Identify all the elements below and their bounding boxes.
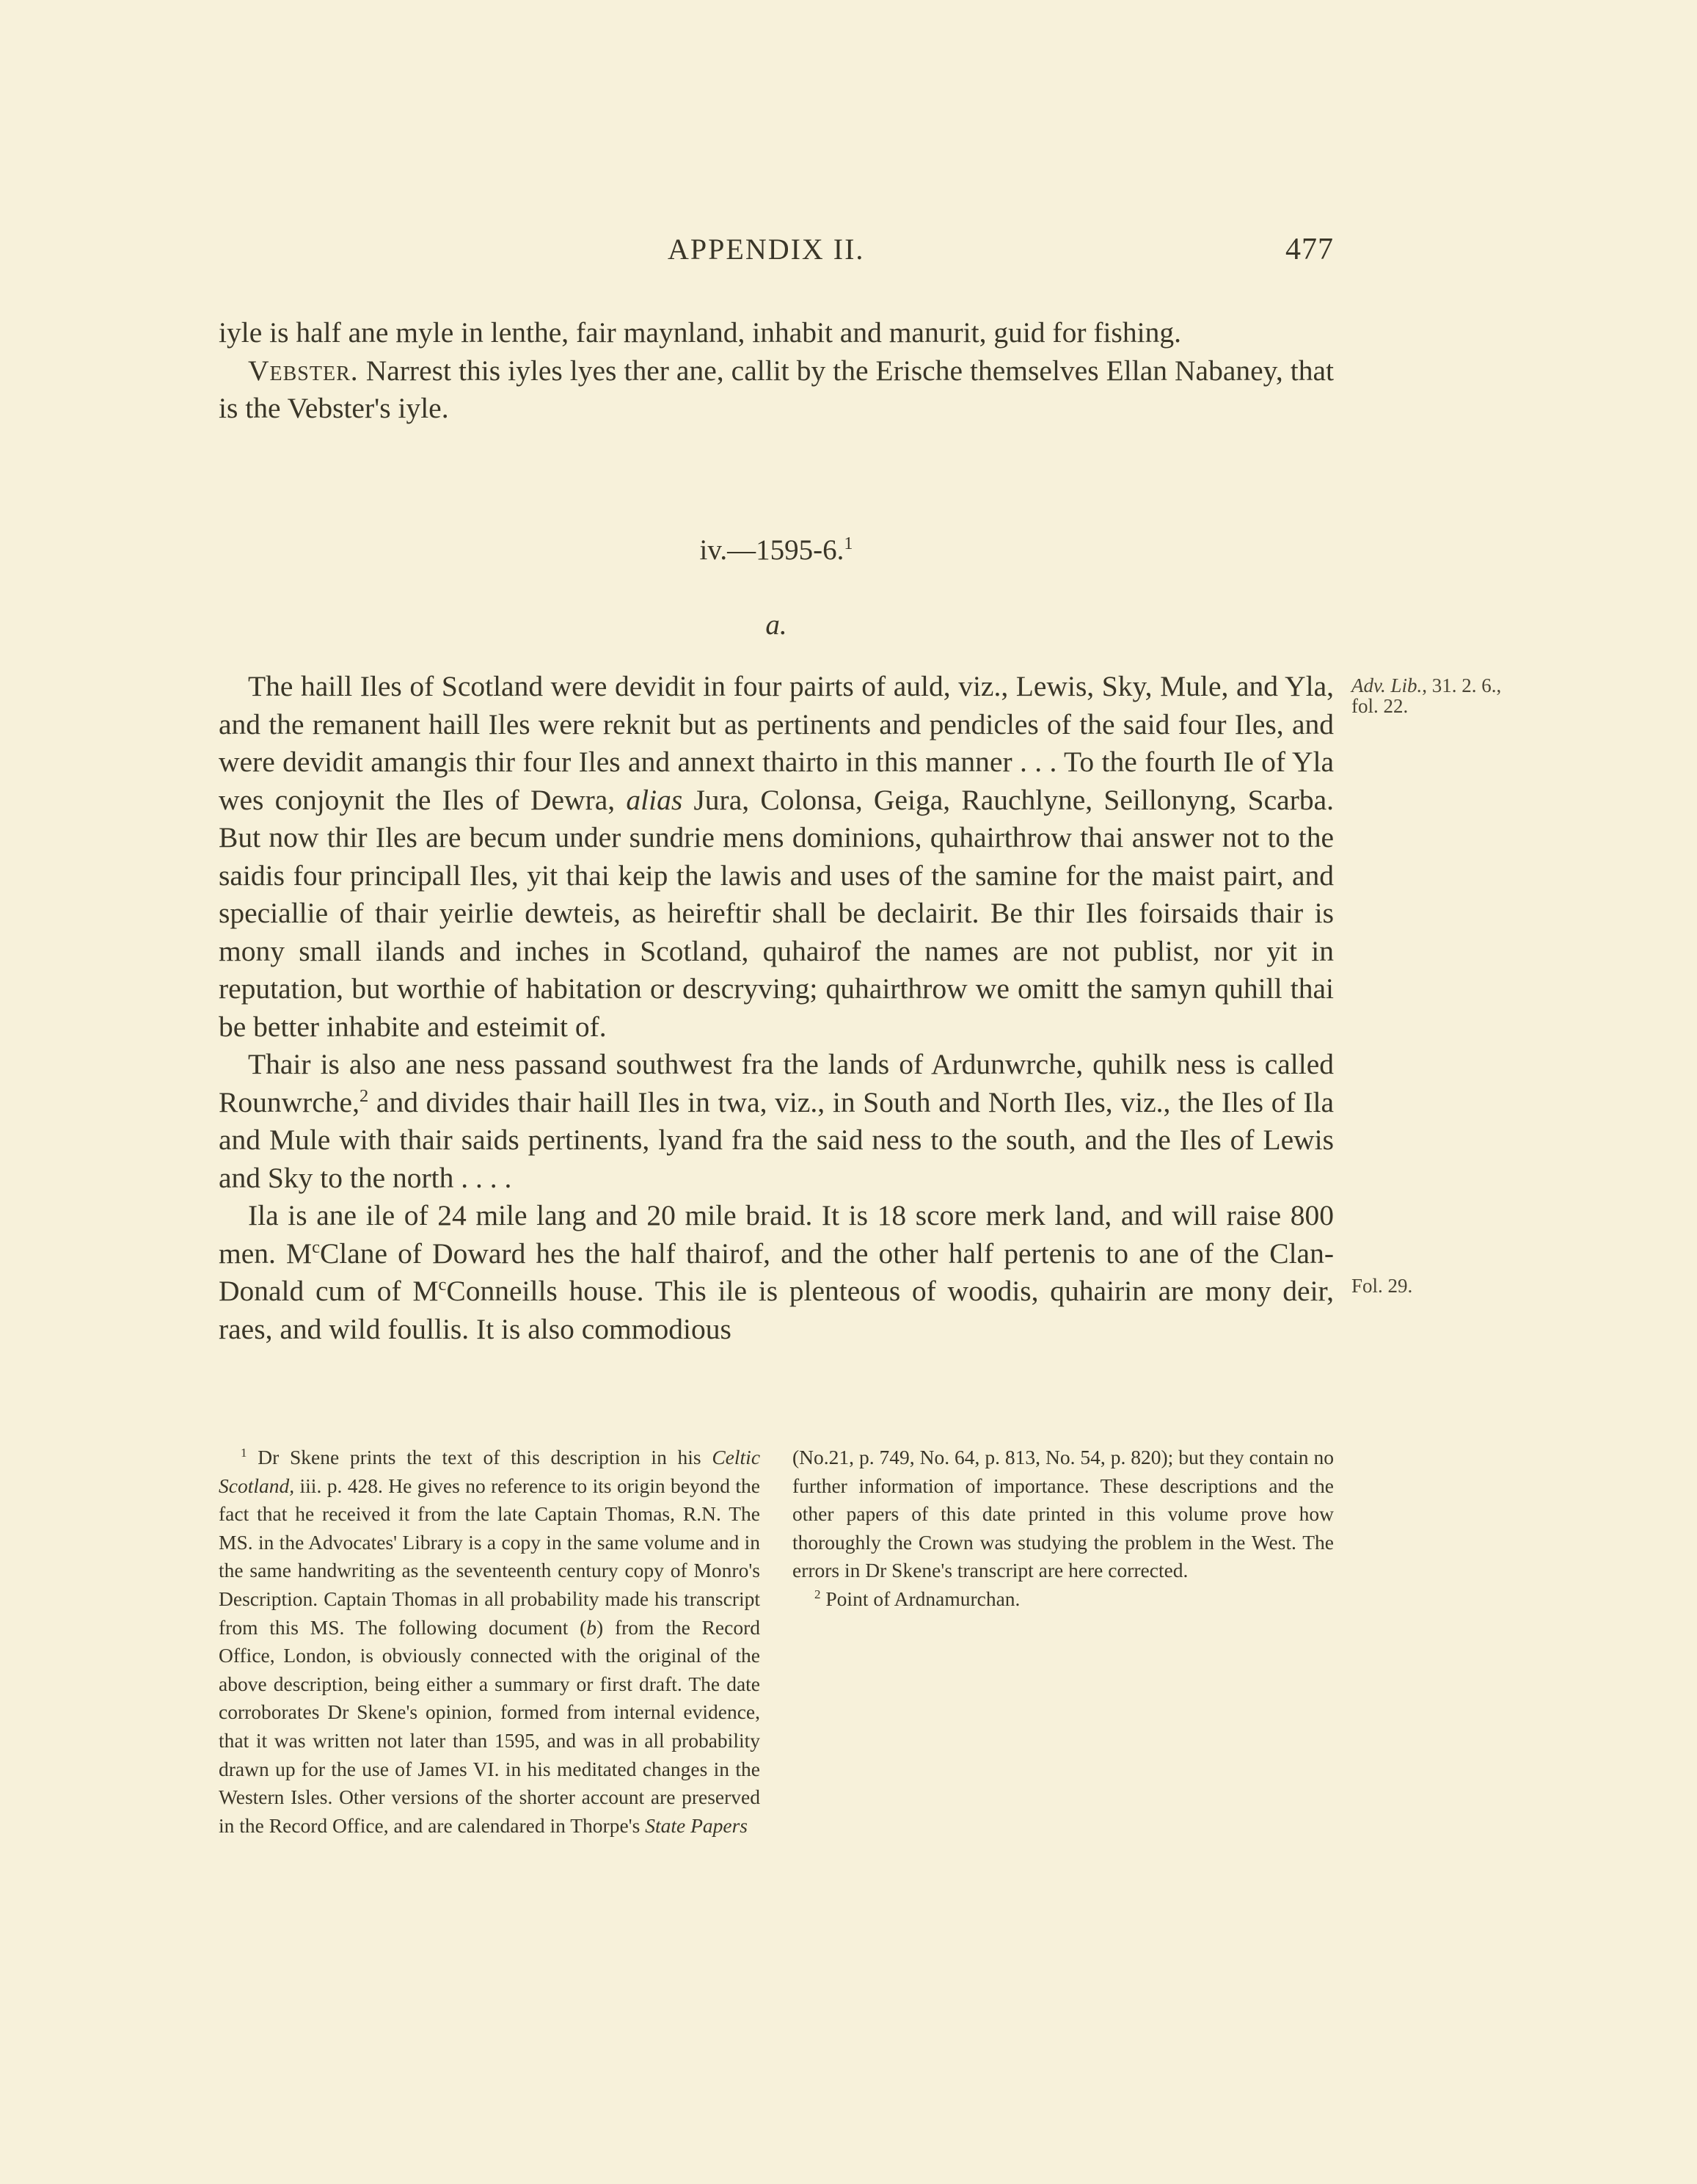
para1-italic: alias — [626, 783, 683, 816]
para3-sup-2: c — [438, 1274, 447, 1295]
footnote-2-text: Point of Ardnamurchan. — [825, 1587, 1021, 1610]
opening-text — [219, 314, 1334, 428]
para1-text-a: The haill Iles of Scotland were devidit in four pairts of auld, viz., Lewis, Sky, Mule, and Yla, and the remanent haill Iles were reknit but as pertinents and pendicles of the said four Iles, and were devidit amangis thir four Iles and annext thairto in this manner . . . To the fourth Ile of Yla wes conjoynit the Iles of Dewra, — [219, 670, 1334, 816]
paragraph-ness — [219, 1046, 1334, 1197]
paragraph-ila — [219, 1197, 1334, 1348]
footnote-1-marker: 1 — [241, 1445, 247, 1460]
section-note-ref: 1 — [844, 534, 853, 553]
running-head — [219, 232, 1334, 269]
para2-text-a: Thair is also ane ness passand southwest fra the lands of Ardunwrche, quhilk ness is called Rounwrche, — [219, 1048, 1334, 1118]
footnote-1-italic-b: b — [586, 1615, 597, 1639]
footnote-2-marker: 2 — [814, 1587, 821, 1601]
footnote-1-text-a: Dr Skene prints the text of this description in his — [258, 1446, 701, 1468]
para3-text-2: Clane of Doward hes the half thairof, and the other half pertenis to ane of the Clan-Donald cum of M — [219, 1237, 1334, 1307]
continued-paragraph: iyle is half ane myle in lenthe, fair maynland, inhabit and manurit, guid for fishing. — [219, 316, 1181, 349]
footnote-1-italic-c: State Papers — [645, 1813, 748, 1837]
margin-note-adv-lib-line — [1351, 675, 1501, 696]
para2-text-b: and divides thair haill Iles in twa, viz., in South and North Iles, viz., the Iles of Ila and Mule with thair saids pertinents, lyand fra the said ness to the south, and the Iles of Lewis and Sky to the north . . . . — [219, 1085, 1335, 1194]
para1-text-b: Jura, Colonsa, Geiga, Rauchlyne, Seillonyng, Scarba. But now thir Iles are becum under sundrie mens dominions, quhairthrow thai answer not to the saidis four principall Iles, yit thai keip the lawis and uses of the samine for the maist pairt, and speciallie of thair yeirlie dewteis, as heireftir shall be declairit. Be thir Iles foirsaids thair is mony small ilands and inches in Scotland, quhairof the names are not publist, nor yit in reputation, but worthie of habitation or descryving; quhairthrow we omitt the samyn quhill thai be better inhabite and esteimit of. — [219, 783, 1334, 1043]
section-heading — [219, 534, 1334, 567]
footnote-column-left — [219, 1444, 760, 1840]
paragraph-haill-iles — [219, 668, 1334, 1046]
para3-sup-1: c — [312, 1237, 320, 1257]
margin-note-adv-lib-rest: , 31. 2. 6., — [1422, 674, 1502, 696]
page-number: 477 — [1285, 233, 1334, 266]
footnote-1-italic-a: Celtic Scotland, — [219, 1446, 761, 1497]
vebster-paragraph — [219, 352, 1334, 428]
footnote-1-continued — [792, 1444, 1334, 1585]
footnote-1-text-b: iii. p. 428. He gives no reference to its origin beyond the fact that he received it from the late Captain Thomas, R.N. The MS. in the Advocates' Library is a copy in the same volume and in the same handwriting as the seventeenth century copy of Monro's Description. Captain Thomas in all probability made his transcript from this MS. The following document ( — [219, 1474, 760, 1639]
margin-note-adv-lib-italic: Adv. Lib. — [1351, 674, 1423, 696]
footnote-2 — [792, 1585, 1334, 1614]
vebster-text: Narrest this iyles lyes ther ane, callit by the Erische themselves Ellan Nabaney, that is the Vebster's iyle. — [219, 354, 1335, 424]
margin-note-adv-lib-fol: fol. 22. — [1351, 695, 1409, 717]
running-head-title: APPENDIX II. — [668, 233, 865, 266]
section-heading-text: iv.—1595-6. — [699, 534, 844, 566]
vebster-label: Vebster. — [248, 354, 359, 387]
footnote-ref-2: 2 — [359, 1085, 369, 1106]
margin-note-adv-lib — [1351, 675, 1501, 716]
sub-heading: a. — [765, 609, 787, 641]
footnote-column-right — [792, 1444, 1334, 1840]
margin-note-fol-29: Fol. 29. — [1351, 1275, 1413, 1297]
para3-text-3: Conneills house. This ile is plenteous of woodis, quhairin are mony deir, raes, and wild foullis. It is also commodious — [219, 1275, 1334, 1345]
para3-text-1: Ila is ane ile of 24 mile lang and 20 mile braid. It is 18 score merk land, and will raise 800 men. M — [219, 1199, 1334, 1270]
footnote-1-text-c: ) from the Record Office, London, is obviously connected with the original of the above description, being either a summary or first draft. The date corroborates Dr Skene's opinion, formed from internal evidence, that it was written not later than 1595, and was in all probability drawn up for the use of James VI. in his meditated changes in the Western Isles. Other versions of the shorter account are preserved in the Record Office, and are calendared in Thorpe's — [219, 1615, 761, 1837]
main-text — [219, 668, 1334, 1348]
footnote-1-start — [219, 1444, 760, 1840]
footnotes — [219, 1444, 1334, 1840]
footnote-1-text-d-cont: (No.21, p. 749, No. 64, p. 813, No. 54, p. 820); but they contain no further information of importance. These descriptions and the other papers of this date printed in this volume prove how thoroughly the Crown was studying the problem in the West. The errors in Dr Skene's transcript are here corrected. — [792, 1446, 1334, 1582]
